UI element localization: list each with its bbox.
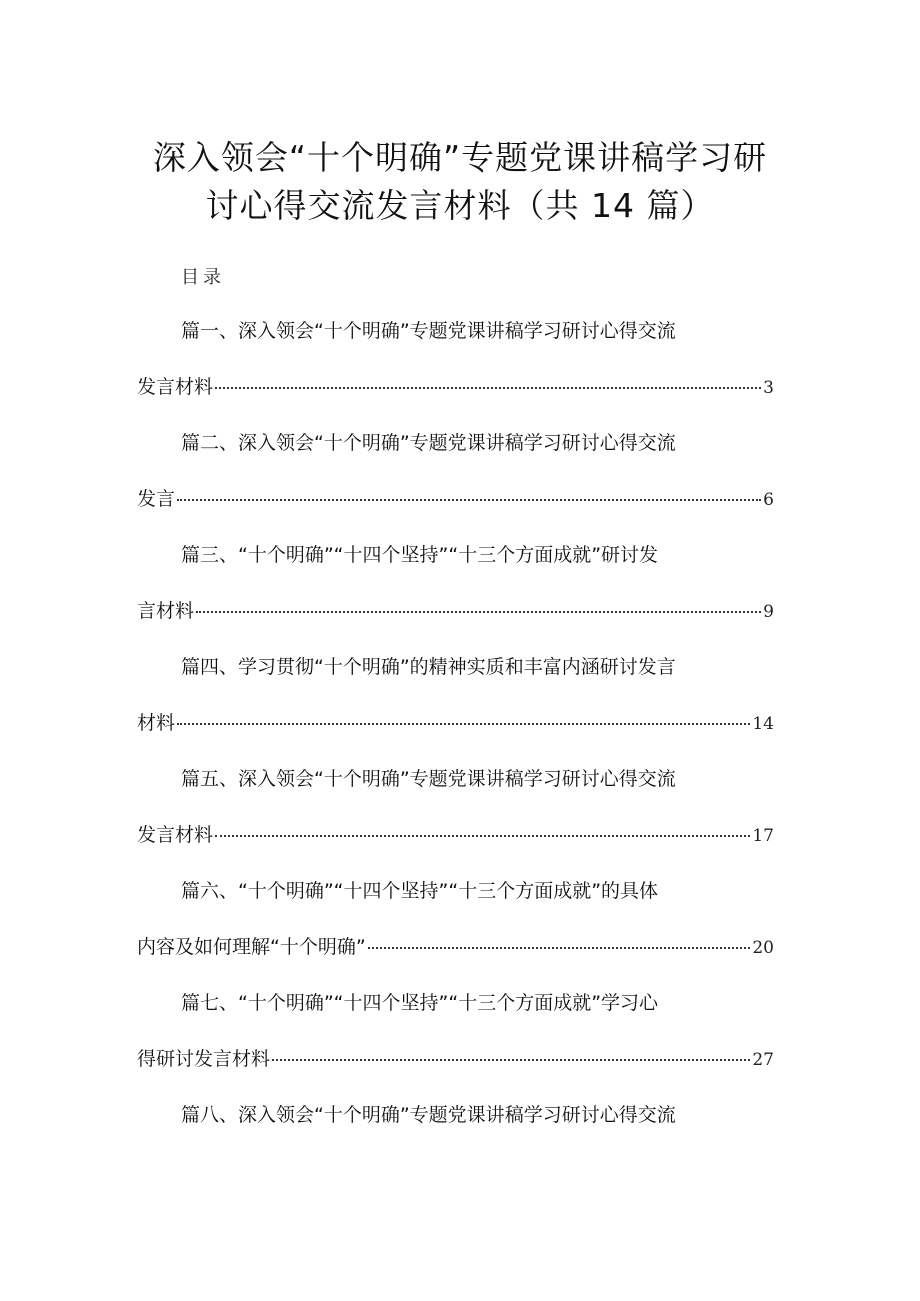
toc-entry-2-title[interactable]: 篇二、深入领会“十个明确”专题党课讲稿学习研讨心得交流	[181, 432, 676, 454]
toc-entry-5-page: 17	[752, 826, 774, 846]
toc-entry-1-continuation[interactable]	[137, 372, 774, 403]
toc-leader-dots	[177, 499, 761, 501]
document-title-line-2: 讨心得交流发言材料（共 14 篇）	[205, 186, 715, 225]
toc-leader-dots	[177, 723, 750, 725]
toc-entry-2-page: 6	[763, 490, 774, 510]
toc-entry-5-text: 发言材料	[137, 824, 214, 846]
toc-entry-7-page: 27	[752, 1050, 774, 1070]
toc-leader-dots	[196, 611, 761, 613]
toc-entry-5-title[interactable]: 篇五、深入领会“十个明确”专题党课讲稿学习研讨心得交流	[181, 768, 676, 790]
toc-entry-2-continuation[interactable]	[137, 484, 774, 515]
toc-entry-2-text: 发言	[137, 488, 176, 510]
toc-entry-1-title[interactable]: 篇一、深入领会“十个明确”专题党课讲稿学习研讨心得交流	[181, 320, 676, 342]
toc-entry-3-page: 9	[763, 602, 774, 622]
toc-entry-8-title[interactable]: 篇八、深入领会“十个明确”专题党课讲稿学习研讨心得交流	[181, 1104, 676, 1126]
toc-entry-7-text: 得研讨发言材料	[137, 1048, 271, 1070]
toc-entry-6-continuation[interactable]	[137, 932, 774, 963]
toc-entry-4-continuation[interactable]	[137, 708, 774, 739]
toc-leader-dots	[215, 387, 761, 389]
toc-leader-dots	[215, 835, 750, 837]
toc-entry-6-title[interactable]: 篇六、“十个明确”“十四个坚持”“十三个方面成就”的具体	[181, 880, 659, 902]
document-title-line-1: 深入领会“十个明确”专题党课讲稿学习研	[152, 138, 768, 177]
toc-entry-1-text: 发言材料	[137, 376, 214, 398]
toc-entry-4-page: 14	[752, 714, 774, 734]
toc-entry-6-page: 20	[752, 938, 774, 958]
toc-entry-6-text: 内容及如何理解“十个明确”	[137, 936, 366, 958]
toc-leader-dots	[272, 1059, 750, 1061]
toc-entry-7-continuation[interactable]	[137, 1044, 774, 1075]
toc-entry-3-text: 言材料	[137, 600, 195, 622]
toc-heading: 目录	[181, 267, 225, 288]
toc-entry-4-title[interactable]: 篇四、学习贯彻“十个明确”的精神实质和丰富内涵研讨发言	[181, 656, 676, 678]
toc-entry-1-page: 3	[763, 378, 774, 398]
toc-entry-4-text: 材料	[137, 712, 176, 734]
toc-entry-3-title[interactable]: 篇三、“十个明确”“十四个坚持”“十三个方面成就”研讨发	[181, 544, 659, 566]
toc-entry-5-continuation[interactable]	[137, 820, 774, 851]
toc-entry-3-continuation[interactable]	[137, 596, 774, 627]
toc-entry-7-title[interactable]: 篇七、“十个明确”“十四个坚持”“十三个方面成就”学习心	[181, 992, 659, 1014]
toc-leader-dots	[368, 947, 751, 949]
